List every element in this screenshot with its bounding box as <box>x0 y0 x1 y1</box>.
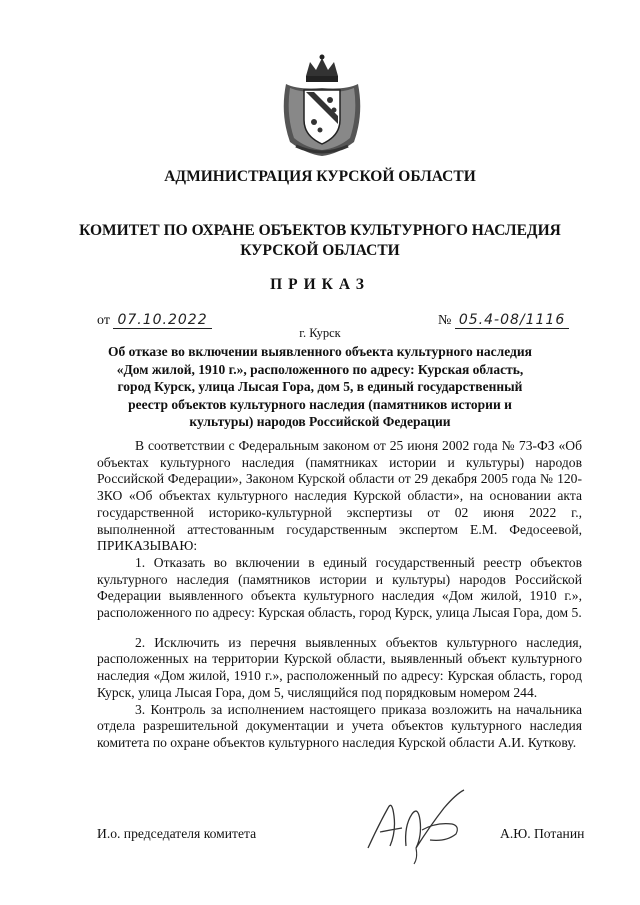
order-preamble: В соответствии с Федеральным законом от 25 июня 2002 года № 73-ФЗ «Об объектах культурного наследия (памятниках истории и культуры) народов Российской Федерации», Законом Курской области от 29 декабря 2005 года № 120-ЗКО «Об объектах культурного наследия Курской области», на основании акта государственной историко-культурной экспертизы от 02 июня 2022 г., выполненной аттестованным государственным экспертом Е.М. Федосеевой, ПРИКАЗЫВАЮ: <box>97 438 582 554</box>
order-title: ПРИКАЗ <box>270 276 370 293</box>
order-item-2: 2. Исключить из перечня выявленных объектов культурного наследия, расположенных на территории Курской области, выявленный объект культурного наследия «Дом жилой, 1910 г.», расположенный по адресу: Курская область, город Курск, улица Лысая Гора, дом 5, числящийся под порядковым номером 244. <box>97 634 582 700</box>
order-body <box>97 438 582 752</box>
order-number: 05.4-08/1116 <box>455 312 569 329</box>
committee-title <box>0 221 640 261</box>
order-subject: Об отказе во включении выявленного объекта культурного наследия «Дом жилой, 1910 г.», расположенного по адресу: Курская область, город Курск, улица Лысая Гора, дом 5, в единый государственный реестр объектов культурного наследия (памятников истории и культуры) народов Российской Федерации <box>108 344 532 429</box>
handwritten-signature <box>360 786 490 866</box>
signatory-position: И.о. председателя комитета <box>97 826 257 841</box>
coat-of-arms-icon <box>276 54 368 158</box>
order-city: г. Курск <box>299 326 341 340</box>
order-item-1: 1. Отказать во включении в единый государственный реестр объектов культурного наследия (памятников истории и культуры) народов Российской Федерации выявленного объекта культурного наследия «Дом жилой, 1910 г.», расположенного по адресу: Курская область, город Курск, улица Лысая Гора, дом 5. <box>97 554 582 621</box>
administration-title: АДМИНИСТРАЦИЯ КУРСКОЙ ОБЛАСТИ <box>164 168 476 185</box>
committee-title-line1: КОМИТЕТ ПО ОХРАНЕ ОБЪЕКТОВ КУЛЬТУРНОГО НАСЛЕДИЯ <box>79 222 561 239</box>
signatory-name: А.Ю. Потанин <box>500 826 585 841</box>
number-prefix: № <box>438 313 452 328</box>
order-date: 07.10.2022 <box>113 312 211 329</box>
order-item-3: 3. Контроль за исполнением настоящего приказа возложить на начальника отдела разрешительной документации и учета объектов культурного наследия комитета по охране объектов культурного наследия Курской области А.И. Куткову. <box>97 701 582 750</box>
date-prefix: от <box>97 313 110 328</box>
committee-title-line2: КУРСКОЙ ОБЛАСТИ <box>240 242 400 259</box>
